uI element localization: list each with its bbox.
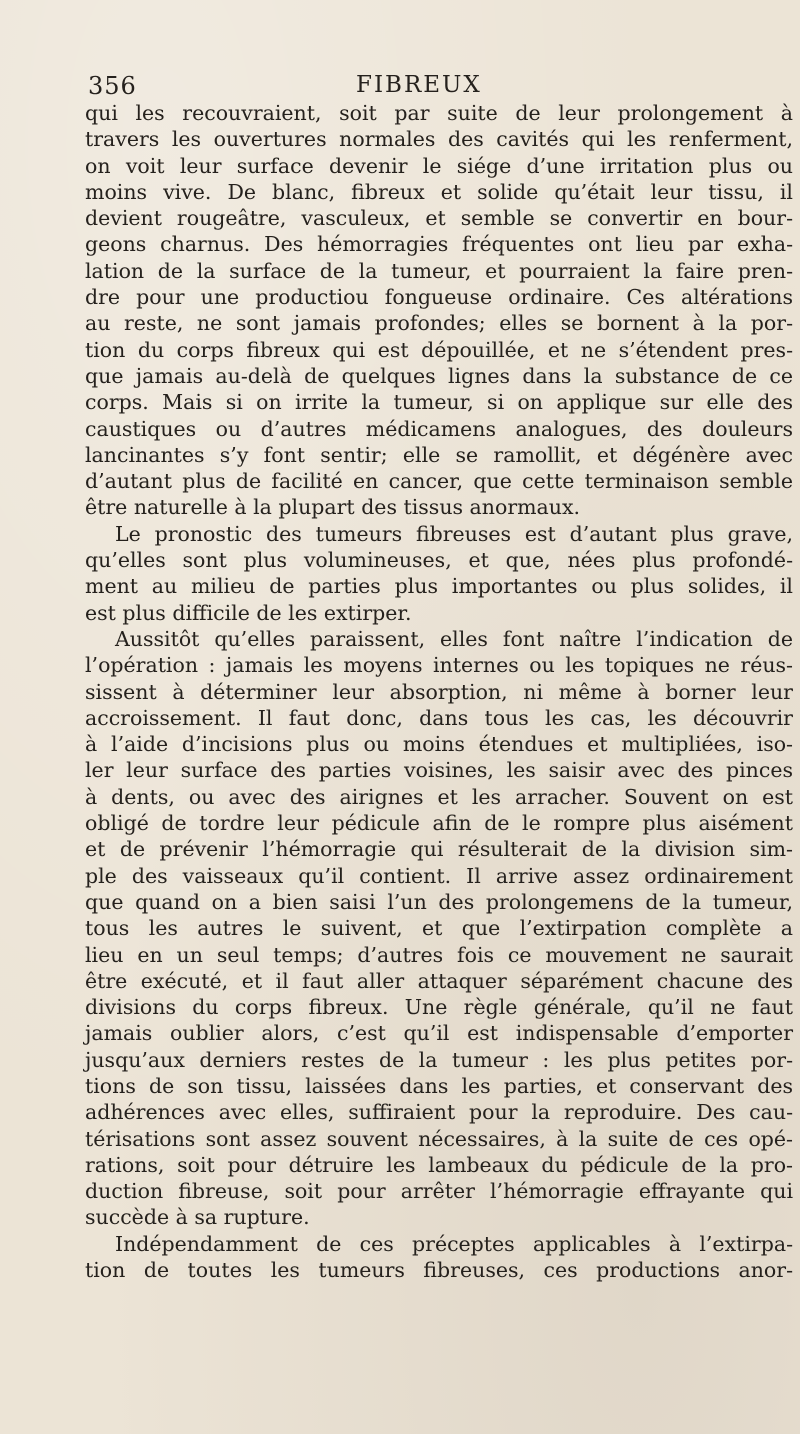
text-line: ment au milieu de parties plus importantes ou plus solides, il <box>85 574 793 599</box>
text-line: ler leur surface des parties voisines, les saisir avec des pinces <box>85 758 793 783</box>
text-line: au reste, ne sont jamais profondes; elles se bornent à la por- <box>85 311 793 336</box>
text-line: que jamais au-delà de quelques lignes dans la substance de ce <box>85 363 793 388</box>
text-line: duction fibreuse, soit pour arrêter l’hémorragie effrayante qui <box>85 1179 793 1204</box>
text-line: caustiques ou d’autres médicamens analogues, des douleurs <box>85 416 793 441</box>
text-line: tions de son tissu, laissées dans les parties, et conservant des <box>85 1073 793 1098</box>
body-text <box>85 100 793 1283</box>
text-line: tion de toutes les tumeurs fibreuses, ces productions anor- <box>85 1258 793 1283</box>
text-line: succède à sa rupture. <box>85 1205 310 1230</box>
text-line: térisations sont assez souvent nécessaires, à la suite de ces opé- <box>85 1126 793 1151</box>
text-line: être naturelle à la plupart des tissus anormaux. <box>85 495 581 520</box>
text-line: être exécuté, et il faut aller attaquer séparément chacune des <box>85 968 793 993</box>
text-line: devient rougeâtre, vasculeux, et semble se convertir en bour- <box>85 206 793 231</box>
page-number: 356 <box>88 72 137 100</box>
text-line: on voit leur surface devenir le siége d’une irritation plus ou <box>85 153 793 178</box>
text-line: jamais oublier alors, c’est qu’il est indispensable d’emporter <box>85 1021 793 1046</box>
text-line: adhérences avec elles, suffiraient pour la reproduire. Des cau- <box>85 1100 793 1125</box>
text-line: Aussitôt qu’elles paraissent, elles font naître l’indication de <box>115 626 793 651</box>
text-line: accroissement. Il faut donc, dans tous les cas, les découvrir <box>85 705 793 730</box>
text-line: que quand on a bien saisi l’un des prolongemens de la tumeur, <box>85 889 793 914</box>
text-line: jusqu’aux derniers restes de la tumeur : les plus petites por- <box>85 1047 793 1072</box>
page-header <box>88 72 708 102</box>
text-line: Indépendamment de ces préceptes applicables à l’extirpa- <box>115 1231 793 1256</box>
text-line: Le pronostic des tumeurs fibreuses est d’autant plus grave, <box>115 521 793 546</box>
text-line: qu’elles sont plus volumineuses, et que, nées plus profondé- <box>85 548 793 573</box>
text-line: lancinantes s’y font sentir; elle se ramollit, et dégénère avec <box>85 442 793 467</box>
text-line: geons charnus. Des hémorragies fréquentes ont lieu par exha- <box>85 232 793 257</box>
text-line: lieu en un seul temps; d’autres fois ce mouvement ne saurait <box>85 942 793 967</box>
text-line: ple des vaisseaux qu’il contient. Il arrive assez ordinairement <box>85 863 793 888</box>
text-line: à dents, ou avec des airignes et les arracher. Souvent on est <box>85 784 793 809</box>
text-line: tous les autres le suivent, et que l’extirpation complète a <box>85 916 793 941</box>
text-line: et de prévenir l’hémorragie qui résulterait de la division sim- <box>85 837 793 862</box>
text-line: lation de la surface de la tumeur, et pourraient la faire pren- <box>85 258 793 283</box>
text-line: obligé de tordre leur pédicule afin de le rompre plus aisément <box>85 811 793 836</box>
text-line: travers les ouvertures normales des cavités qui les renferment, <box>85 127 793 152</box>
text-line: corps. Mais si on irrite la tumeur, si on applique sur elle des <box>85 390 793 415</box>
text-line: est plus difficile de les extirper. <box>85 600 412 625</box>
text-line: l’opération : jamais les moyens internes ou les topiques ne réus- <box>85 653 793 678</box>
running-title: FIBREUX <box>356 72 482 98</box>
text-line: sissent à déterminer leur absorption, ni même à borner leur <box>85 679 793 704</box>
text-line: moins vive. De blanc, fibreux et solide qu’était leur tissu, il <box>85 179 793 204</box>
text-line: à l’aide d’incisions plus ou moins étendues et multipliées, iso- <box>85 732 793 757</box>
text-line: qui les recouvraient, soit par suite de leur prolongement à <box>85 101 793 125</box>
text-line: d’autant plus de facilité en cancer, que cette terminaison semble <box>85 469 793 494</box>
text-line: divisions du corps fibreux. Une règle générale, qu’il ne faut <box>85 995 793 1020</box>
text-line: tion du corps fibreux qui est dépouillée, et ne s’étendent pres- <box>85 337 793 362</box>
text-line: rations, soit pour détruire les lambeaux du pédicule de la pro- <box>85 1152 793 1177</box>
text-line: dre pour une productiou fongueuse ordinaire. Ces altérations <box>85 285 793 310</box>
